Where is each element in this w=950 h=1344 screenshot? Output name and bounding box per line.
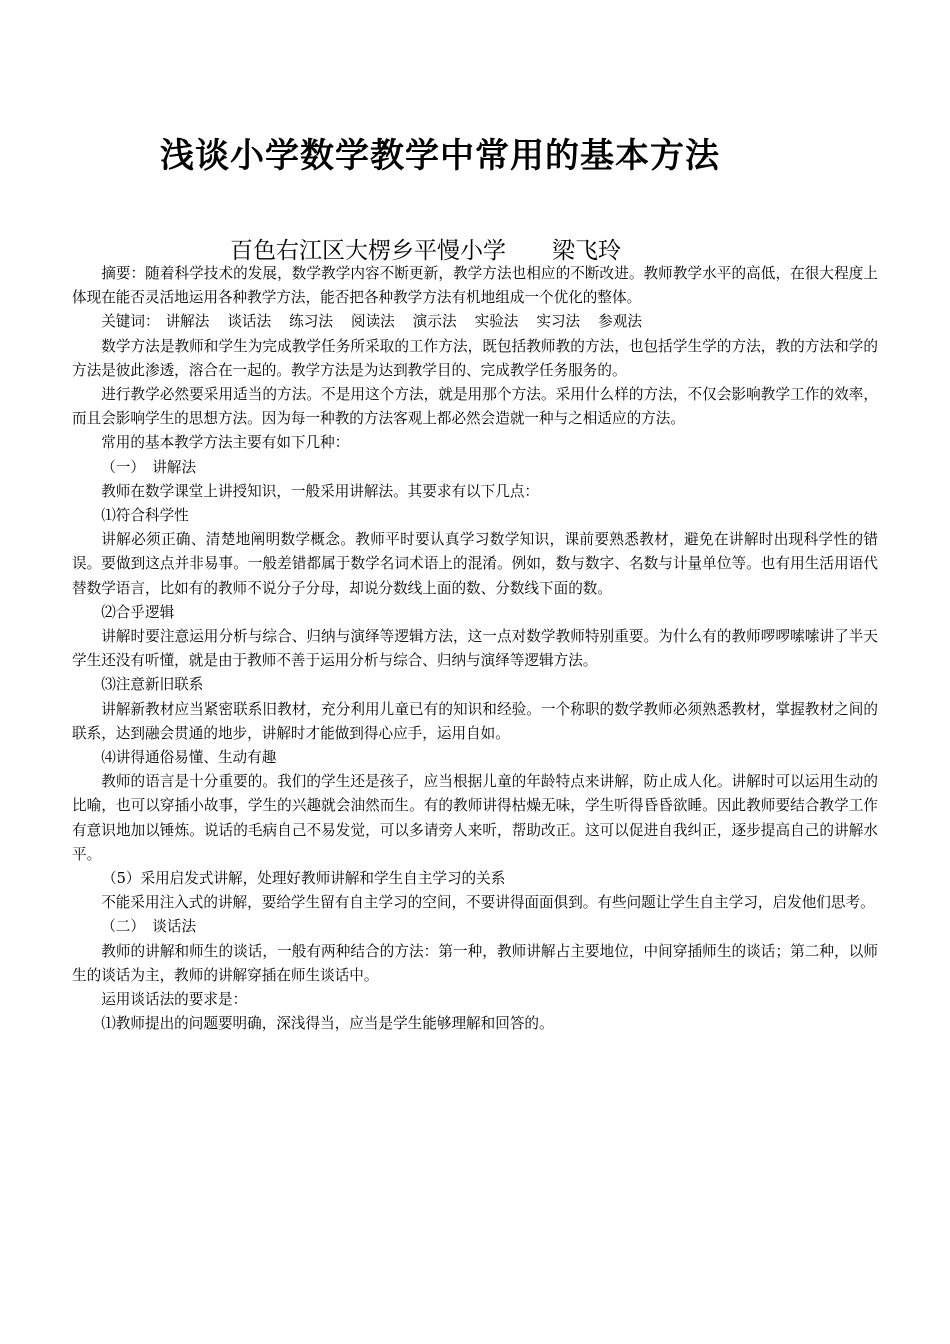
subsection-heading: ⑴教师提出的问题要明确，深浅得当，应当是学生能够理解和回答的。 bbox=[101, 1015, 554, 1033]
body-paragraph: 讲解新教材应当紧密联系旧教材，充分利用儿童已有的知识和经验。一个称职的数学教师必须熟悉教材，掌握教材之间的联系，达到融会贯通的地步，讲解时才能做到得心应手，运用自如。 bbox=[72, 700, 878, 742]
subsection-heading: ⑷讲得通俗易懂、生动有趣 bbox=[101, 749, 277, 767]
subsection-heading: ⑴符合科学性 bbox=[101, 507, 189, 525]
keyword: 练习法 bbox=[289, 313, 333, 331]
document-body bbox=[72, 262, 878, 1037]
keyword: 参观法 bbox=[598, 313, 642, 331]
body-paragraph: 讲解必须正确、清楚地阐明数学概念。教师平时要认真学习数学知识，课前要熟悉教材，避免在讲解时出现科学性的错误。要做到这点并非易事。一般差错都属于数学名词术语上的混淆。例如，数与数字、名数与计量单位等。也有用生活用语代替数学语言，比如有的教师不说分子分母，却说分数线上面的数、分数线下面的数。 bbox=[72, 531, 878, 597]
author-line bbox=[230, 232, 621, 265]
body-paragraph: 运用谈话法的要求是： bbox=[101, 991, 248, 1009]
section-heading: （二） 谈话法 bbox=[101, 918, 197, 936]
body-paragraph: 常用的基本教学方法主要有如下几种： bbox=[101, 434, 350, 452]
document-title: 浅谈小学数学教学中常用的基本方法 bbox=[160, 136, 720, 176]
body-paragraph: 教师的语言是十分重要的。我们的学生还是孩子，应当根据儿童的年龄特点来讲解，防止成人化。讲解时可以运用生动的比喻，也可以穿插小故事，学生的兴趣就会油然而生。有的教师讲得枯燥无味，学生听得昏昏欲睡。因此教师要结合教学工作有意识地加以锤炼。说话的毛病自己不易发觉，可以多请旁人来听，帮助改正。这可以促进自我纠正，逐步提高自己的讲解水平。 bbox=[72, 773, 878, 863]
keywords-label: 关键词： bbox=[101, 313, 160, 331]
body-paragraph: 讲解时要注意运用分析与综合、归纳与演绎等逻辑方法，这一点对数学教师特别重要。为什么有的教师啰啰嗦嗦讲了半天学生还没有听懂，就是由于教师不善于运用分析与综合、归纳与演绎等逻辑方法。 bbox=[72, 628, 878, 670]
body-paragraph: 教师的讲解和师生的谈话，一般有两种结合的方法：第一种，教师讲解占主要地位，中间穿插师生的谈话；第二种，以师生的谈话为主，教师的讲解穿插在师生谈话中。 bbox=[72, 942, 878, 984]
keyword: 演示法 bbox=[412, 313, 457, 331]
body-paragraph: 不能采用注入式的讲解，要给学生留有自主学习的空间，不要讲得面面俱到。有些问题让学生自主学习，启发他们思考。 bbox=[101, 894, 875, 912]
section-heading: （一） 讲解法 bbox=[101, 458, 197, 476]
keyword: 实验法 bbox=[474, 313, 519, 331]
subsection-heading: （5）采用启发式讲解，处理好教师讲解和学生自主学习的关系 bbox=[102, 870, 506, 888]
body-paragraph: 教师在数学课堂上讲授知识，一般采用讲解法。其要求有以下几点： bbox=[101, 482, 540, 500]
body-paragraph: 数学方法是教师和学生为完成教学任务所采取的工作方法，既包括教师教的方法，也包括学生学的方法，教的方法和学的方法是彼此渗透，溶合在一起的。教学方法是为达到教学目的、完成教学任务服务的。 bbox=[72, 337, 878, 379]
author-school: 百色右江区大楞乡平慢小学 bbox=[230, 238, 506, 264]
keyword: 讲解法 bbox=[165, 313, 210, 331]
keyword: 阅读法 bbox=[350, 313, 395, 331]
subsection-heading: ⑶注意新旧联系 bbox=[101, 676, 204, 694]
abstract-paragraph: 摘要：随着科学技术的发展，数学教学内容不断更新，教学方法也相应的不断改进。教师教学水平的高低，在很大程度上体现在能否灵活地运用各种教学方法，能否把各种教学方法有机地组成一个优化的整体。 bbox=[72, 265, 878, 307]
keyword: 谈话法 bbox=[227, 313, 272, 331]
subsection-heading: ⑵合乎逻辑 bbox=[101, 603, 175, 621]
author-name: 梁飞玲 bbox=[552, 238, 621, 264]
keyword: 实习法 bbox=[536, 313, 581, 331]
keywords-line bbox=[72, 310, 878, 334]
body-paragraph: 进行教学必然要采用适当的方法。不是用这个方法，就是用那个方法。采用什么样的方法，不仅会影响教学工作的效率，而且会影响学生的思想方法。因为每一种教的方法客观上都必然会造就一种与之相适应的方法。 bbox=[72, 386, 878, 428]
